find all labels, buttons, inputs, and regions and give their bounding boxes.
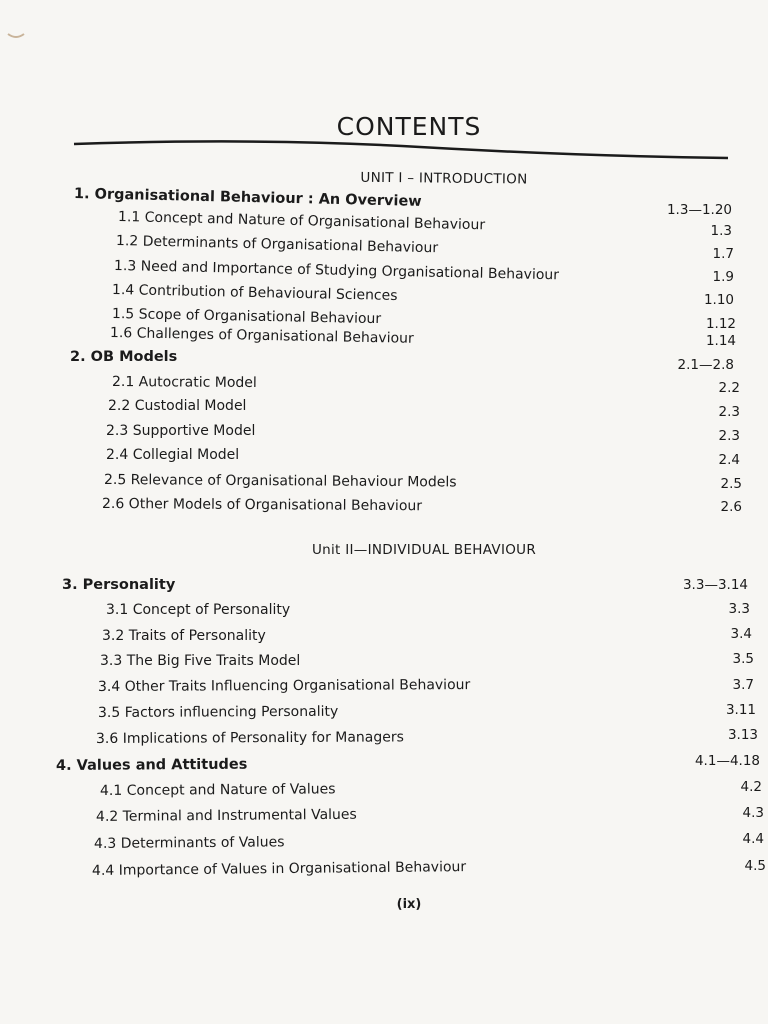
page-number: (ix) bbox=[396, 897, 422, 912]
title-underline bbox=[72, 136, 732, 164]
section-page: 2.6 bbox=[720, 499, 742, 515]
section-page: 3.13 bbox=[727, 727, 758, 743]
section-entry: 2.5 Relevance of Organisational Behaviour Models bbox=[103, 472, 457, 491]
section-page: 1.10 bbox=[703, 292, 734, 308]
section-entry: 3.1 Concept of Personality bbox=[106, 602, 291, 618]
chapter-title: 2. OB Models bbox=[70, 349, 178, 365]
section-page: 4.4 bbox=[742, 831, 764, 847]
section-page: 4.5 bbox=[744, 858, 766, 874]
chapter-title: 4. Values and Attitudes bbox=[55, 756, 248, 774]
unit-heading: Unit II—INDIVIDUAL BEHAVIOUR bbox=[311, 542, 537, 558]
section-entry: 4.1 Concept and Nature of Values bbox=[99, 781, 336, 799]
section-page: 2.2 bbox=[718, 380, 740, 396]
section-entry: 1.6 Challenges of Organisational Behaviour bbox=[109, 325, 414, 347]
section-page: 2.5 bbox=[720, 476, 742, 492]
section-entry: 1.1 Concept and Nature of Organisational Behaviour bbox=[117, 209, 486, 234]
chapter-page-range: 1.3—1.20 bbox=[666, 202, 732, 218]
section-entry: 3.4 Other Traits Influencing Organisational Behaviour bbox=[97, 677, 471, 695]
section-entry: 1.3 Need and Importance of Studying Organisational Behaviour bbox=[113, 258, 560, 284]
section-page: 1.9 bbox=[712, 269, 734, 285]
chapter-title: 1. Organisational Behaviour : An Overview bbox=[73, 186, 422, 210]
section-page: 4.3 bbox=[742, 805, 764, 821]
section-page: 1.14 bbox=[705, 333, 736, 349]
section-page: 3.7 bbox=[732, 677, 754, 693]
section-page: 2.3 bbox=[718, 428, 740, 444]
section-entry: 4.2 Terminal and Instrumental Values bbox=[95, 806, 357, 825]
section-entry: 1.4 Contribution of Behavioural Sciences bbox=[111, 282, 398, 304]
page-title: CONTENTS bbox=[336, 112, 482, 141]
section-entry: 1.5 Scope of Organisational Behaviour bbox=[111, 306, 382, 328]
section-page: 2.4 bbox=[718, 452, 740, 468]
section-entry: 3.5 Factors influencing Personality bbox=[97, 703, 339, 721]
section-page: 3.3 bbox=[728, 601, 750, 617]
corner-smudge bbox=[6, 30, 26, 42]
section-page: 1.12 bbox=[705, 316, 736, 332]
section-entry: 1.2 Determinants of Organisational Behaviour bbox=[115, 233, 439, 257]
section-page: 4.2 bbox=[740, 779, 762, 795]
section-entry: 3.3 The Big Five Traits Model bbox=[100, 653, 301, 669]
section-page: 2.3 bbox=[718, 404, 740, 420]
chapter-page-range: 4.1—4.18 bbox=[694, 753, 760, 769]
section-page: 3.5 bbox=[732, 651, 754, 667]
section-page: 1.7 bbox=[712, 246, 734, 262]
section-page: 3.11 bbox=[725, 702, 756, 718]
chapter-title: 3. Personality bbox=[62, 577, 176, 593]
section-entry: 3.6 Implications of Personality for Managers bbox=[95, 729, 404, 747]
section-entry: 2.1 Autocratic Model bbox=[111, 374, 257, 392]
section-entry: 4.4 Importance of Values in Organisational Behaviour bbox=[91, 859, 467, 879]
section-page: 3.4 bbox=[730, 626, 752, 642]
section-entry: 2.3 Supportive Model bbox=[106, 423, 256, 439]
section-page: 1.3 bbox=[710, 223, 732, 239]
section-entry: 2.2 Custodial Model bbox=[108, 398, 247, 414]
section-entry: 2.4 Collegial Model bbox=[106, 447, 240, 463]
section-entry: 3.2 Traits of Personality bbox=[102, 628, 266, 644]
section-entry: 4.3 Determinants of Values bbox=[93, 834, 285, 852]
chapter-page-range: 3.3—3.14 bbox=[682, 577, 748, 593]
unit-heading: UNIT I – INTRODUCTION bbox=[360, 169, 528, 188]
section-entry: 2.6 Other Models of Organisational Behaviour bbox=[101, 496, 423, 515]
chapter-page-range: 2.1—2.8 bbox=[677, 357, 734, 373]
